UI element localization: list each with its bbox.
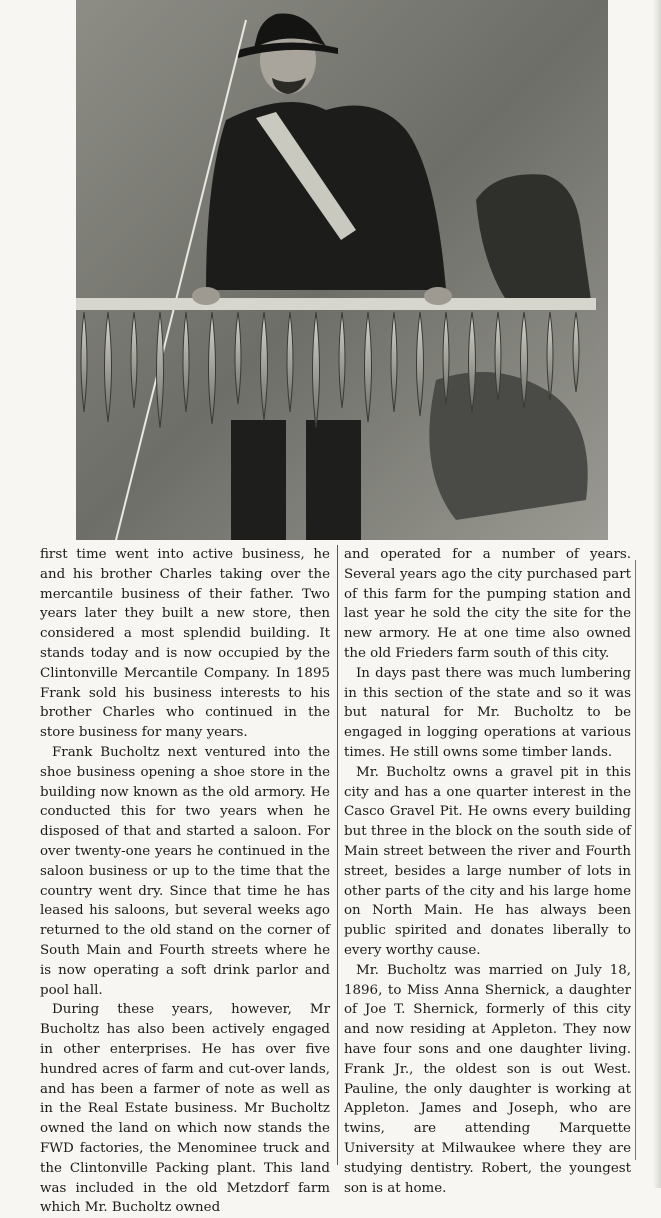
photo-illustration <box>76 0 608 540</box>
article-left-column <box>40 545 330 1216</box>
paragraph: and operated for a number of years. Several years ago the city purchased part of this farm for the pumping station and last year he sold the city the site for the new armory. He at one time also owned the old Frieders farm south of this city. <box>344 547 631 661</box>
paragraph: Mr. Bucholtz owns a gravel pit in this city and has a one quarter interest in the Casco Gravel Pit. He owns every building but three in the block on the south side of Main street between the river and Fourth street, besides a large number of lots in other parts of the city and his large home on North Main. He has always been public spirited and donates liberally to every worthy cause. <box>344 764 631 958</box>
fisherman-photo <box>76 0 608 540</box>
paragraph: In days past there was much lumbering in this section of the state and so it was but natural for Mr. Bucholtz to be engaged in logging operations at various times. He still owns some timber lands. <box>344 665 631 760</box>
paragraph: first time went into active business, he and his brother Charles taking over the mercantile business of their father. Two years later they built a new store, then considered a most splendid building. It stands today and is now occupied by the Clintonville Mercantile Company. In 1895 Frank sold his business interests to his brother Charles who continued in the store business for many years. <box>40 547 330 741</box>
paragraph: During these years, however, Mr Bucholtz has also been actively engaged in other enterprises. He has over five hundred acres of farm and cut-over lands, and has been a farmer of note as well as in the Real Estate business. Mr Bucholtz owned the land on which now stands the FWD factories, the Menominee truck and the Clintonville Packing plant. This land was included in the old Metzdorf farm which Mr. Bucholtz owned <box>40 1002 330 1216</box>
article-right-column <box>344 545 631 1196</box>
page-edge-shadow <box>653 0 661 1188</box>
column-edge-line <box>635 560 636 1160</box>
paragraph: Frank Bucholtz next ventured into the shoe business opening a shoe store in the building now known as the old armory. He conducted this for two years when he disposed of that and started a saloon. For over twenty-one years he continued in the saloon business or up to the time that the country went dry. Since that time he has leased his saloons, but several weeks ago returned to the old stand on the corner of South Main and Fourth streets where he is now operating a soft drink parlor and pool hall. <box>40 744 330 998</box>
column-divider <box>337 545 338 1165</box>
paragraph: Mr. Bucholtz was married on July 18, 1896, to Miss Anna Shernick, a daughter of Joe T. Shernick, formerly of this city and now residing at Appleton. They now have four sons and one daughter living. Frank Jr., the oldest son is out West. Pauline, the only daughter is working at Appleton. James and Joseph, who are twins, are attending Marquette University at Milwaukee where they are studying dentistry. Robert, the youngest son is at home. <box>344 962 631 1196</box>
